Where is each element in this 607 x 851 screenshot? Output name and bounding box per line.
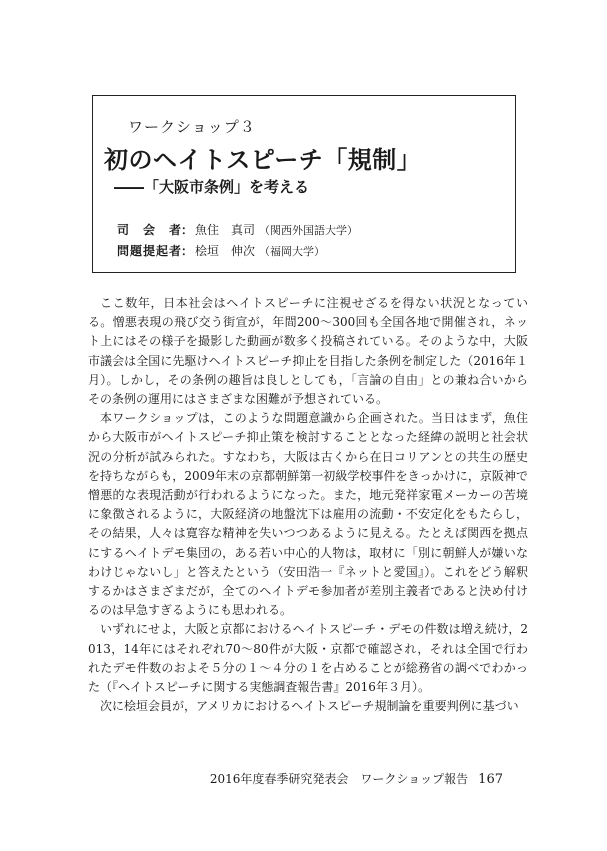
- paragraph: ここ数年，日本社会はヘイトスピーチに注視せざるを得ない状況となっている。憎悪表現の飛び交う街宣が，年間200～300回も全国各地で開催され，ネット上にはその様子を撮影した動画が数多く投稿されている。そのような中，大阪市議会は全国に先駆けヘイトスピーチ抑止を目指した条例を制定した（2016年１月）。しかし，その条例の趣旨は良しとしても，「言論の自由」との兼ね合いからその条例の運用にはさまざまな困難が予想されている。: [88, 296, 528, 407]
- moderator-name: 魚住 真司: [195, 223, 256, 237]
- presenter-name: 桧垣 伸次: [195, 244, 256, 258]
- moderator-row: [117, 221, 358, 238]
- page-footer: [210, 770, 503, 787]
- paragraph: いずれにせよ，大阪と京都におけるヘイトスピーチ・デモの件数は増え続け，2013，14年にはそれぞれ70～80件が大阪・京都で確認され，それは全国で行われたデモ件数のおよそ５分の１～４分の１を占めることが総務省の調べでわかった（『ヘイトスピーチに関する実態調査報告書』2016年３月）。: [88, 622, 528, 695]
- page-subtitle: ――「大阪市条例」を考える: [114, 178, 310, 196]
- moderator-role-label: 司会者: [117, 223, 181, 237]
- presenter-role-label: 問題提起者: [117, 244, 181, 258]
- moderator-affiliation: （関西外国語大学）: [259, 224, 359, 237]
- presenter-affiliation: （福岡大学）: [259, 245, 326, 258]
- colon-separator: ：: [181, 244, 194, 258]
- workshop-label: ワークショップ３: [128, 118, 256, 136]
- footer-text: 2016年度春季研究発表会 ワークショップ報告: [209, 772, 469, 786]
- page-number: 167: [478, 772, 503, 787]
- paragraph: 本ワークショップは，このような問題意識から企画された。当日はまず，魚住から大阪市がヘイトスピーチ抑止策を検討することとなった経緯の説明と社会状況の分析が試みられた。すなわち，大阪は古くから在日コリアンとの共生の歴史を持ちながらも，2009年末の京都朝鮮第一初級学校事件をきっかけに，京阪神で憎悪的な表現活動が行われるようになった。また，地元発祥家電メーカーの苦境に象徴されるように，大阪経済の地盤沈下は雇用の流動・不安定化をもたらし，その結果，人々は寛容な精神を失いつつあるように見える。たとえば関西を拠点にするヘイトデモ集団の，ある若い中心的人物は，取材に「別に朝鮮人が嫌いなわけじゃないし」と答えたという（安田浩一『ネットと愛国』）。これをどう解釈するかはさまざまだが，全てのヘイトデモ参加者が差別主義者であると決め付けるのは早急すぎるようにも思われる。: [88, 411, 528, 618]
- page-title: 初のヘイトスピーチ「規制」: [104, 146, 422, 174]
- colon-separator: ：: [181, 223, 194, 237]
- presenter-row: [117, 242, 325, 259]
- body-text: [88, 294, 528, 716]
- paragraph: 次に桧垣会員が，アメリカにおけるヘイトスピーチ規制論を重要判例に基づい: [100, 699, 519, 714]
